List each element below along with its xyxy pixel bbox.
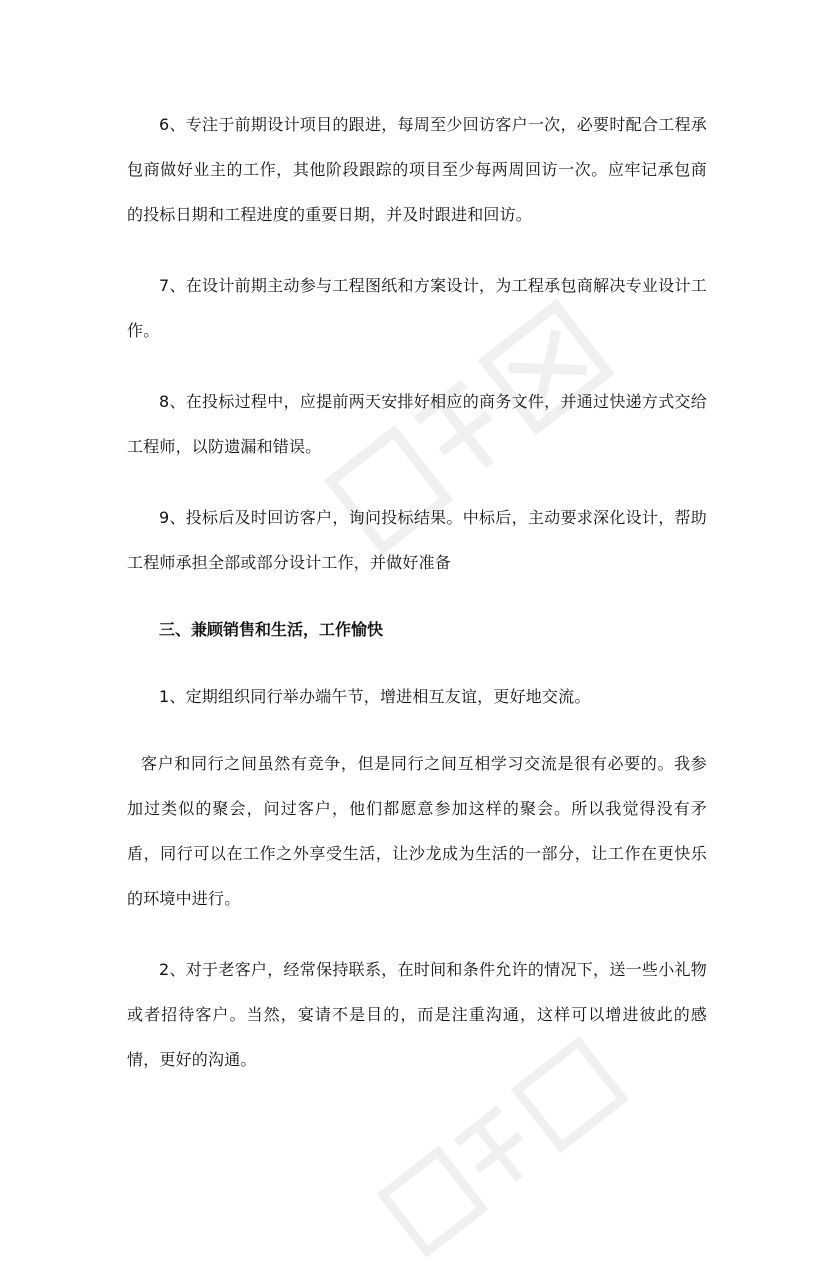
document-body (127, 102, 707, 1082)
section3-item-2: 2、对于老客户，经常保持联系，在时间和条件允许的情况下，送一些小礼物或者招待客户。当然，宴请不是目的，而是注重沟通，这样可以增进彼此的感情，更好的沟通。 (127, 960, 707, 1069)
paragraph-item-7: 7、在设计前期主动参与工程图纸和方案设计，为工程承包商解决专业设计工作。 (127, 276, 707, 340)
section-heading-3: 三、兼顾销售和生活，工作愉快 (159, 620, 384, 639)
section3-item-1: 1、定期组织同行举办端午节，增进相互友谊，更好地交流。 (159, 687, 591, 706)
paragraph-item-8: 8、在投标过程中，应提前两天安排好相应的商务文件，并通过快递方式交给工程师，以防遗漏和错误。 (127, 392, 707, 456)
paragraph-item-9: 9、投标后及时回访客户，询问投标结果。中标后，主动要求深化设计，帮助工程师承担全部或部分设计工作，并做好准备 (127, 508, 707, 572)
paragraph-item-6: 6、专注于前期设计项目的跟进，每周至少回访客户一次，必要时配合工程承包商做好业主的工作，其他阶段跟踪的项目至少每两周回访一次。应牢记承包商的投标日期和工程进度的重要日期，并及时跟进和回访。 (127, 115, 707, 224)
section3-item-1-detail: 客户和同行之间虽然有竞争，但是同行之间互相学习交流是很有必要的。我参加过类似的聚会，问过客户，他们都愿意参加这样的聚会。所以我觉得没有矛盾，同行可以在工作之外享受生活，让沙龙成为生活的一部分，让工作在更快乐的环境中进行。 (127, 754, 707, 908)
